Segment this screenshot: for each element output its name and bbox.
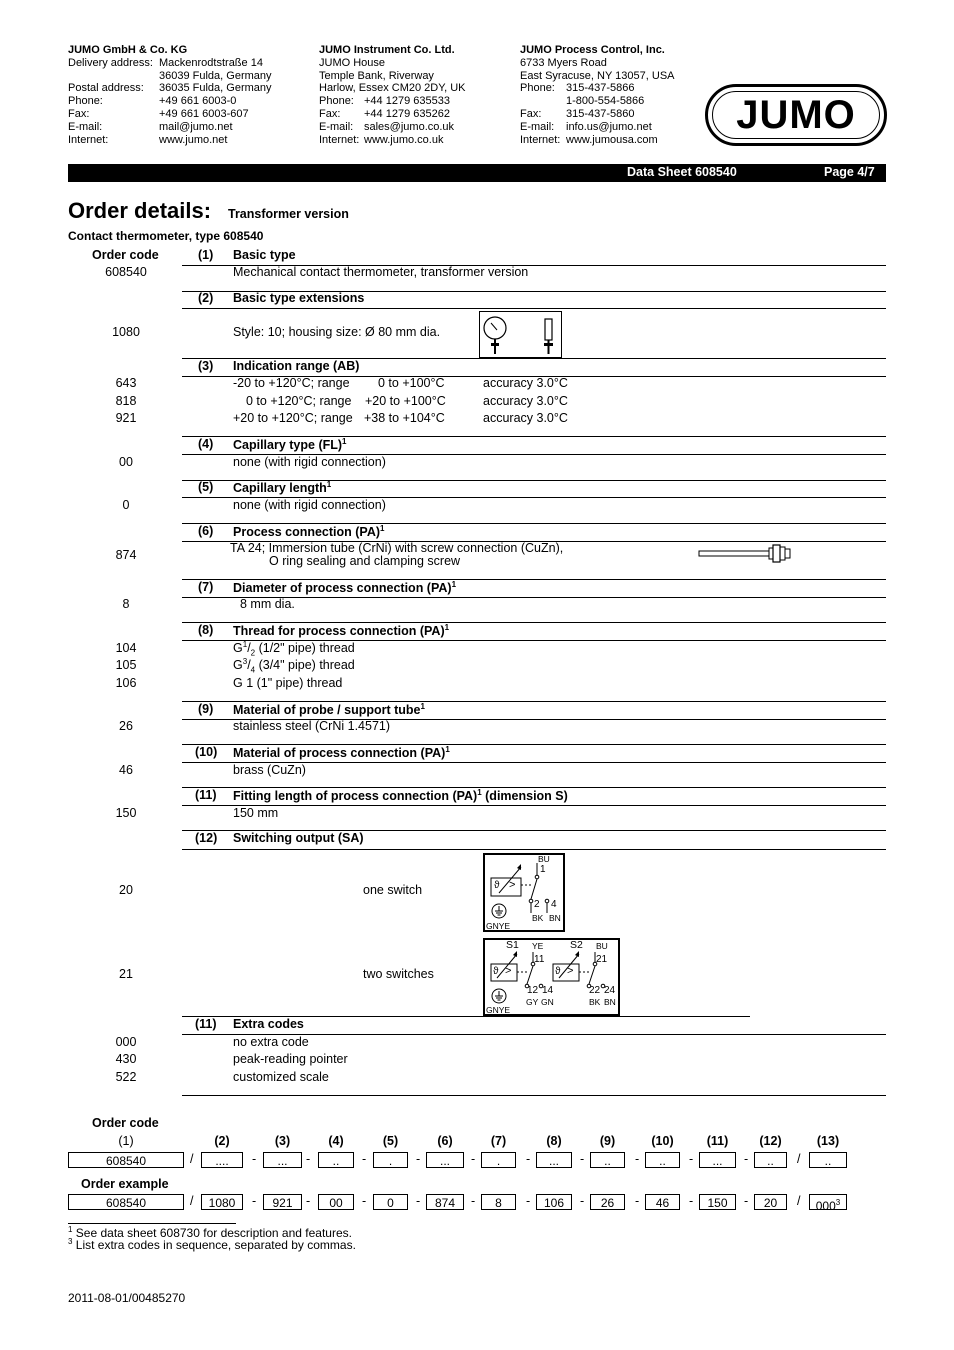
field-number: (12) [759,1134,782,1148]
footnote-mark: 3 [68,1237,73,1246]
terminal-label: 1 [540,864,546,875]
example-box: 150 [699,1194,736,1210]
example-box: 921 [263,1194,302,1210]
label: Phone: [520,82,555,95]
value: Temple Bank, Riverway [319,69,434,82]
switch-label: S1 [506,939,519,951]
item-text: 150 mm [233,806,279,820]
code-box: . [373,1152,408,1168]
item-text: brass (CuZn) [233,763,306,777]
example-box: 1080 [201,1194,243,1210]
company-de [68,44,272,146]
item-code: 874 [115,548,137,562]
fraction-num: 1 [242,640,248,649]
separator: / [797,1152,801,1166]
value: East Syracuse, NY 13057, USA [520,69,675,82]
contact-type: Contact thermometer, type 608540 [68,229,264,243]
thread-g: G [233,641,243,656]
label: E-mail: [68,120,103,133]
section-title [233,623,449,638]
footnote [68,1237,356,1252]
label: Internet: [520,133,561,146]
wire-label: GN [541,997,554,1007]
order-code-heading: Order code [92,1116,159,1130]
code-box: .. [809,1152,847,1168]
value: mail@jumo.net [159,120,233,133]
code-box: ... [536,1152,572,1168]
field-number: (6) [437,1134,453,1148]
section-num: (7) [198,580,214,594]
label: Internet: [319,133,360,146]
section-title: Extra codes [233,1017,304,1031]
separator: - [306,1194,311,1208]
company-name: JUMO Instrument Co. Ltd. [319,44,455,56]
section-title-text: Diameter of process connection (PA) [233,581,452,596]
field-number: (5) [382,1134,399,1148]
wire-label: BK [532,913,544,923]
item-text: $G^3/_4$ (3/4" pipe) thread [233,657,355,675]
label: Phone: [319,95,354,108]
code-box: ... [263,1152,302,1168]
divider [182,849,886,850]
label: Fax: [520,107,542,120]
immersion-tube-illustration [698,543,794,568]
item-code: 21 [119,967,133,981]
range-text: -20 to +120°C; range [233,376,350,390]
section-title-text: Capillary length [233,481,327,496]
terminal-label: 22 [589,985,601,996]
section-title-tail: (dimension S) [481,789,568,804]
footnote-text: List extra codes in sequence, separated by commas. [72,1238,356,1252]
section-title [233,745,450,760]
sensor-symbol: ϑ [494,880,500,891]
value: 315-437-5860 [566,107,635,120]
page-number: Page 4/7 [824,165,875,179]
field-number: (10) [651,1134,674,1148]
two-switches-diagram [483,938,620,1016]
code-box: .... [201,1152,243,1168]
item-text: no extra code [233,1035,309,1049]
example-box: 8 [481,1194,516,1210]
section-title: Basic type [233,248,296,262]
value: +49 661 6003-0 [159,95,237,108]
item-code: 430 [115,1052,137,1066]
range-value: 0 to +100°C [378,376,445,390]
label: Postal address: [68,82,144,95]
item-text: TA 24; Immersion tube (CrNi) with screw connection (CuZn), [230,541,564,555]
item-text: Mechanical contact thermometer, transformer version [233,265,529,279]
separator: - [526,1152,531,1166]
example-box: $000^3$ [809,1194,847,1210]
order-example-heading: Order example [81,1177,169,1191]
field-number: (3) [274,1134,291,1148]
item-text: $G^1/_2$ (1/2" pipe) thread [233,640,355,658]
field-number: (4) [328,1134,344,1148]
separator: / [797,1194,801,1208]
separator: - [635,1152,640,1166]
section-title [233,788,568,803]
item-code: 26 [119,719,133,733]
range-text: +20 to +120°C; range [233,411,353,425]
separator: - [526,1194,531,1208]
section-title-text: Thread for process connection (PA) [233,624,445,639]
fraction-den: 4 [250,665,256,675]
terminal-label: 4 [551,899,557,910]
terminal-label: 11 [534,954,545,965]
section-title [233,437,347,452]
wire-label: GNYE [486,921,511,931]
company-name: JUMO Process Control, Inc. [520,44,665,56]
range-value: +38 to +104°C [364,411,445,425]
section-num: (10) [195,745,218,759]
company-us [520,44,675,146]
separator: - [689,1194,694,1208]
value: www.jumousa.com [566,133,658,146]
value: Harlow, Essex CM20 2DY, UK [319,82,466,95]
item-text: G 1 (1" pipe) thread [233,676,343,690]
logo-text: JUMO [736,93,856,137]
fraction-num: 3 [242,657,248,666]
accuracy: accuracy 3.0°C [483,394,568,408]
footnote-ref: 1 [380,524,385,533]
footnote-mark: 3 [835,1198,841,1207]
item-text: peak-reading pointer [233,1052,348,1066]
separator: - [471,1152,476,1166]
code-box: .. [590,1152,625,1168]
value: www.jumo.net [159,133,228,146]
item-text: two switches [363,967,434,981]
value: 36035 Fulda, Germany [159,82,272,95]
wire-label: BU [596,941,608,951]
separator: - [689,1152,694,1166]
sensor-symbol: ϑ [555,966,561,977]
terminal-label: 12 [527,985,539,996]
item-code: 104 [115,641,137,655]
section-num: (11) [195,1017,217,1031]
section-title-text: Material of probe / support tube [233,703,421,718]
item-code: 46 [119,763,133,777]
section-title [233,480,331,495]
value: sales@jumo.co.uk [364,120,455,133]
item-code: 8 [122,597,130,611]
footnote-mark: 1 [68,1225,73,1234]
company-name: JUMO GmbH & Co. KG [68,44,188,56]
code-box: .. [318,1152,354,1168]
code-box: . [481,1152,516,1168]
thread-rest: (1/2" pipe) thread [255,641,355,656]
greater-than-symbol: > [509,879,516,891]
section-num: (4) [198,437,214,451]
section-num: (1) [198,248,214,262]
thread-rest: (3/4" pipe) thread [255,658,355,673]
separator: / [190,1152,194,1166]
item-text: stainless steel (CrNi 1.4571) [233,719,391,733]
one-switch-diagram [483,853,565,932]
wire-label: GY [526,997,539,1007]
separator: - [252,1194,257,1208]
terminal-label: 24 [604,985,616,996]
footnote-ref: 1 [444,623,450,632]
separator: - [744,1152,749,1166]
example-box: 874 [426,1194,464,1210]
company-uk [319,44,466,146]
item-code: 106 [115,676,137,690]
section-num: (6) [198,524,214,538]
item-text: customized scale [233,1070,329,1084]
section-title-text: Material of process connection (PA) [233,746,446,761]
label: E-mail: [520,120,555,133]
code-box: ... [699,1152,736,1168]
divider [182,1095,886,1096]
code-box: 608540 [68,1152,184,1168]
footnote-ref: 1 [326,480,332,489]
jumo-logo [705,84,887,146]
datasheet-number: Data Sheet 608540 [627,165,737,179]
label: Fax: [319,107,341,120]
section-title: Switching output (SA) [233,831,364,845]
footnote-ref: 1 [420,702,425,711]
field-number: (8) [546,1134,562,1148]
value: +49 661 6003-607 [159,107,249,120]
footnote-ref: 1 [342,437,347,446]
section-title [233,524,384,539]
section-num: (5) [198,480,214,494]
value: 315-437-5866 [566,82,635,95]
example-box: 608540 [68,1194,184,1210]
document-id: 2011-08-01/00485270 [68,1291,186,1305]
section-num: (2) [198,291,214,305]
value: +44 1279 635262 [364,107,450,120]
item-code: 150 [115,806,137,820]
example-box: 00 [318,1194,354,1210]
example-box: 46 [645,1194,680,1210]
value: 1-800-554-5866 [566,95,645,108]
separator: - [580,1194,585,1208]
item-code: 0 [122,498,130,512]
label: Internet: [68,133,109,146]
item-code: 20 [119,883,133,897]
item-text: Style: 10; housing size: Ø 80 mm dia. [233,325,441,339]
value: info.us@jumo.net [566,120,652,133]
field-number: (7) [490,1134,507,1148]
field-number: (1) [118,1134,134,1148]
greater-than-symbol: > [567,965,574,977]
divider [182,805,886,806]
item-code: 1080 [112,325,140,339]
wire-label: BK [589,997,601,1007]
section-title [233,702,425,717]
separator: - [580,1152,585,1166]
example-box: 20 [754,1194,787,1210]
separator: - [252,1152,257,1166]
code-box: .. [645,1152,680,1168]
separator: - [306,1152,311,1166]
separator: - [362,1152,367,1166]
switch-label: S2 [570,939,583,951]
housing-illustration [479,311,562,358]
label: Fax: [68,107,90,120]
footnote-text: See data sheet 608730 for description and features. [72,1226,352,1240]
separator: - [416,1152,421,1166]
item-text: none (with rigid connection) [233,498,386,512]
section-num: (11) [195,788,217,802]
item-code: 000 [115,1035,137,1049]
code-box: .. [754,1152,787,1168]
fraction-den: 2 [250,648,256,658]
separator: - [635,1194,640,1208]
item-text: one switch [363,883,423,897]
wire-label: BN [549,913,561,923]
item-code: 608540 [105,265,147,279]
section-title: Basic type extensions [233,291,365,305]
label: Delivery address: [68,56,153,69]
section-title-text: Capillary type (FL) [233,438,343,453]
order-code-heading: Order code [92,248,159,262]
divider [182,308,886,309]
example-box: 0 [373,1194,408,1210]
field-number: (2) [214,1134,230,1148]
label: E-mail: [319,120,354,133]
example-box: 26 [590,1194,625,1210]
sensor-symbol: ϑ [493,966,499,977]
field-number: (9) [599,1134,616,1148]
thread-g: G [233,658,243,673]
terminal-label: 2 [534,899,540,910]
range-value: +20 to +100°C [365,394,446,408]
separator: - [416,1194,421,1208]
value: Mackenrodtstraße 14 [159,56,263,69]
example-box: 106 [536,1194,572,1210]
separator: - [362,1194,367,1208]
page-subtitle: Transformer version [228,207,349,221]
item-code: 105 [115,658,137,672]
item-text: O ring sealing and clamping screw [269,554,461,568]
accuracy: accuracy 3.0°C [483,411,568,425]
section-title: Indication range (AB) [233,359,360,373]
field-number: (11) [706,1134,729,1148]
wire-label: BU [538,854,550,864]
terminal-label: 21 [596,954,608,965]
accuracy: accuracy 3.0°C [483,376,568,390]
footnote-rule [68,1223,236,1224]
section-title-text: Fitting length of process connection (PA) [233,789,478,804]
value: JUMO House [319,56,386,69]
separator: / [190,1194,194,1208]
item-text: none (with rigid connection) [233,455,386,469]
section-title [233,580,456,595]
item-code: 921 [115,411,137,425]
wire-label: BN [604,997,616,1007]
range-text: 0 to +120°C; range [246,394,352,408]
value: 36039 Fulda, Germany [159,69,272,82]
greater-than-symbol: > [505,965,512,977]
item-text: 8 mm dia. [240,597,295,611]
label: Phone: [68,95,103,108]
terminal-label: 14 [542,985,554,996]
page-title: Order details: [68,198,212,223]
item-code: 818 [115,394,137,408]
footnote-ref: 1 [477,788,482,797]
footnote-ref: 1 [445,745,450,754]
item-code: 643 [115,376,137,390]
section-title-text: Process connection (PA) [233,525,381,540]
item-code: 00 [119,455,133,469]
value: 6733 Myers Road [520,56,607,69]
footnote-ref: 1 [451,580,457,589]
section-num: (12) [195,831,218,845]
section-num: (8) [198,623,214,637]
field-number: (13) [816,1134,840,1148]
separator: - [471,1194,476,1208]
section-num: (3) [198,359,214,373]
value: www.jumo.co.uk [364,133,444,146]
code-box: ... [426,1152,464,1168]
datasheet-bar [68,164,886,182]
wire-label: YE [532,941,544,951]
item-code: 522 [115,1070,137,1084]
separator: - [744,1194,749,1208]
wire-label: GNYE [486,1005,511,1015]
value: +44 1279 635533 [364,95,450,108]
section-num: (9) [198,702,214,716]
